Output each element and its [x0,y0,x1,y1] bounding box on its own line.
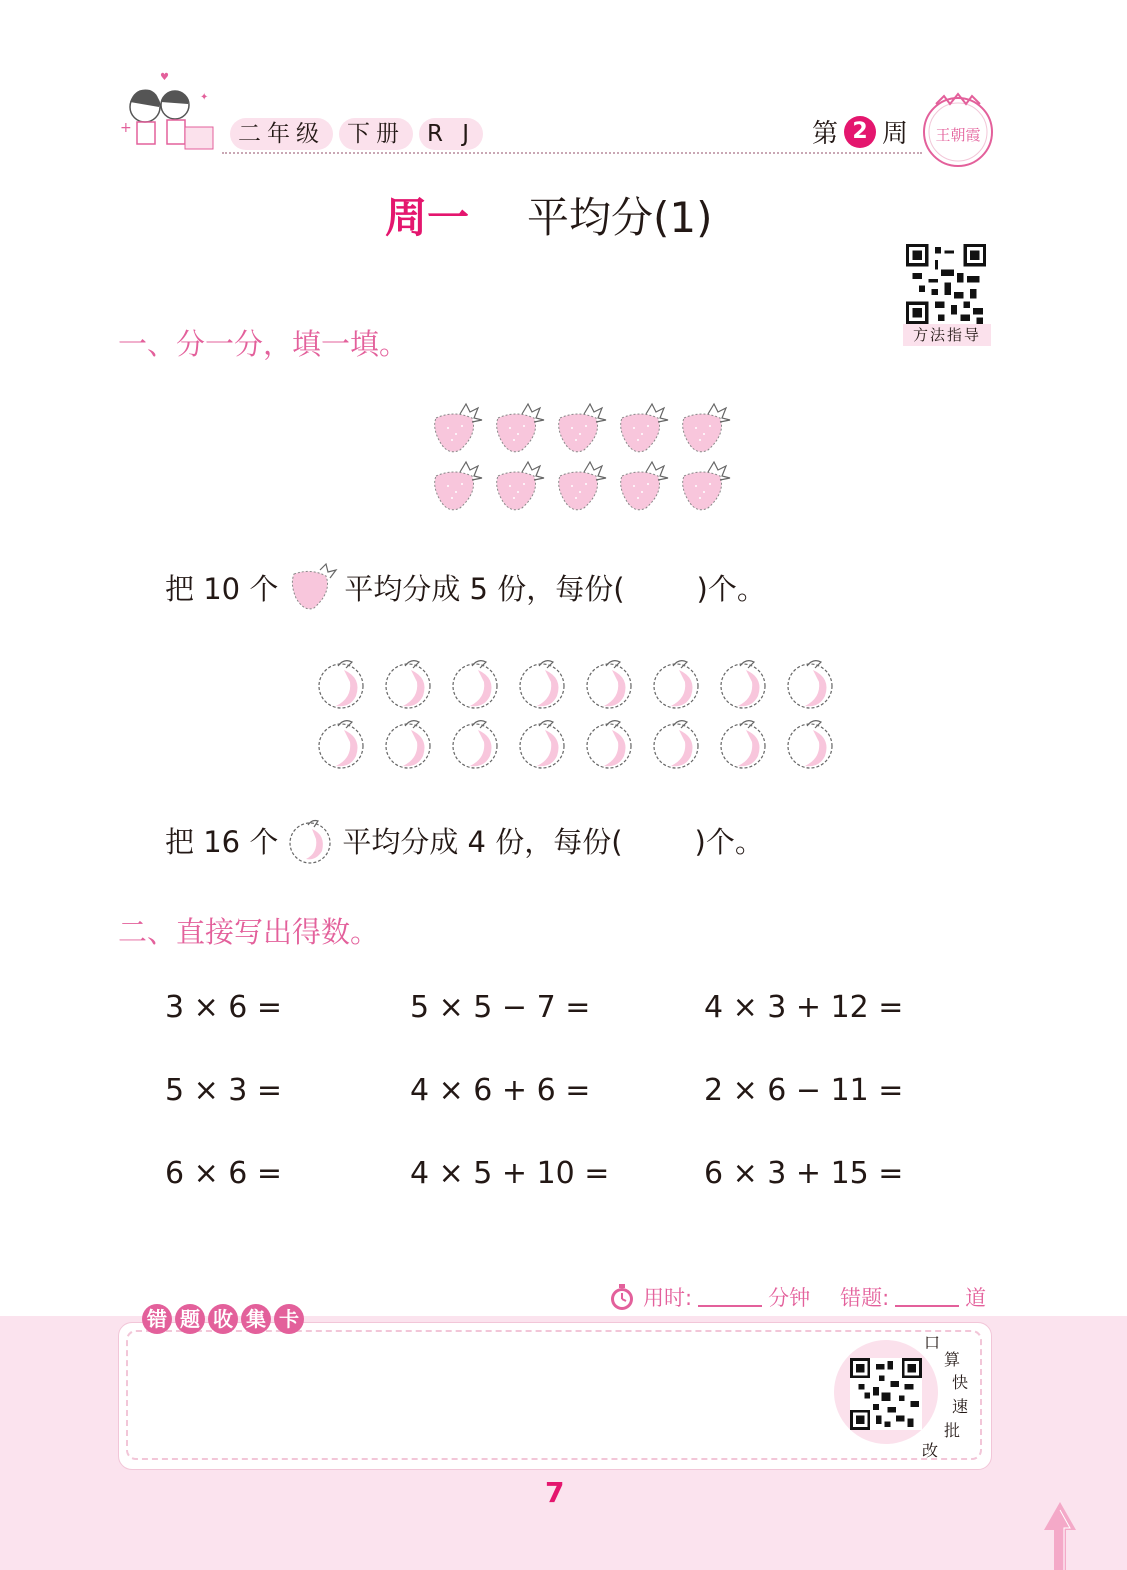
mistake-card-tag [142,1304,304,1334]
kids-illustration [115,72,220,162]
edition-segment: R J [419,118,483,150]
strawberry-icon [550,402,612,460]
timer-row [607,1282,986,1312]
apple-icon [582,656,649,716]
volume-segment: 下册 [339,118,413,150]
apple-icon [515,656,582,716]
tag-char: 题 [175,1304,205,1334]
time-unit: 分钟 [768,1286,811,1310]
apple-icon [282,813,338,867]
calc-r1-c2: 5 × 5 − 7 = [410,990,591,1025]
q2-text-a: 把 16 个 [165,824,279,859]
q1-text-b: 平均分成 5 份，每份( [344,571,625,606]
calc-r2-c2: 4 × 6 + 6 = [410,1073,591,1108]
title-topic: 平均分(1) [527,193,713,242]
calc-r3-c1: 6 × 6 = [165,1156,283,1191]
apple-icon [314,656,381,716]
stopwatch-icon [607,1282,637,1312]
quick-grade-char: 算 [944,1350,961,1369]
strawberry-icon [612,402,674,460]
quick-grade-qr-icon[interactable] [850,1358,922,1430]
section2-heading: 二、直接写出得数。 [118,915,380,949]
strawberry-group [426,402,736,518]
tag-char: 集 [241,1304,271,1334]
strawberry-icon [674,402,736,460]
question2 [165,813,764,867]
calc-r1-c1: 3 × 6 = [165,990,283,1025]
svg-text:♥: ♥ [160,72,169,83]
svg-text:+: + [120,120,132,136]
strawberry-icon [426,402,488,460]
tag-char: 收 [208,1304,238,1334]
quick-grade-char: 速 [952,1397,969,1416]
week-number: 2 [844,116,876,148]
apple-icon [314,716,381,776]
apple-icon [448,656,515,716]
apple-icon [381,656,448,716]
calc-r2-c3: 2 × 6 − 11 = [704,1073,904,1108]
method-guide-caption: 方法指导 [903,324,991,346]
apple-icon [448,716,515,776]
strawberry-icon [612,460,674,518]
calc-r1-c3: 4 × 3 + 12 = [704,990,904,1025]
svg-text:✦: ✦ [200,92,209,103]
page-number: 7 [545,1476,565,1509]
author-seal-icon [918,90,998,170]
apple-icon [716,716,783,776]
strawberry-icon [426,460,488,518]
strawberry-icon [282,560,340,614]
quick-grade-char: 批 [944,1421,961,1440]
header-divider [222,152,922,154]
apple-icon [649,716,716,776]
apple-icon [649,656,716,716]
apple-icon [783,716,850,776]
quick-grade-char: 口 [924,1333,941,1352]
strawberry-icon [488,460,550,518]
seal-text: 王朝霞 [935,126,981,144]
apple-icon [515,716,582,776]
strawberry-icon [488,402,550,460]
wrong-blank[interactable] [895,1287,959,1307]
q1-text-a: 把 10 个 [165,571,279,606]
tag-char: 卡 [274,1304,304,1334]
apple-icon [381,716,448,776]
title-day: 周一 [385,193,470,242]
wrong-label: 错题: [840,1286,890,1310]
quick-grade-char: 改 [922,1441,939,1460]
q2-text-b: 平均分成 4 份，每份( [342,824,623,859]
time-label: 用时: [643,1286,693,1310]
week-label [812,113,908,150]
calc-r3-c2: 4 × 5 + 10 = [410,1156,610,1191]
apple-icon [716,656,783,716]
tag-char: 错 [142,1304,172,1334]
page-title [385,185,713,245]
question1 [165,560,766,614]
strawberry-icon [674,460,736,518]
wrong-unit: 道 [965,1286,987,1310]
strawberry-icon [550,460,612,518]
method-guide-qr-icon[interactable] [906,244,986,324]
q1-text-c: )个。 [696,571,766,606]
apple-icon [582,716,649,776]
q2-text-c: )个。 [694,824,764,859]
week-prefix: 第 [812,119,839,149]
apple-group [314,656,850,776]
grade-label [230,118,483,150]
calc-r2-c1: 5 × 3 = [165,1073,283,1108]
section1-heading: 一、分一分，填一填。 [118,327,409,361]
week-suffix: 周 [882,119,909,149]
calc-r3-c3: 6 × 3 + 15 = [704,1156,904,1191]
apple-icon [783,656,850,716]
time-blank[interactable] [698,1287,762,1307]
arrow-up-icon [1040,1500,1080,1570]
grade-segment: 二年级 [230,118,333,150]
quick-grade-char: 快 [952,1373,969,1392]
